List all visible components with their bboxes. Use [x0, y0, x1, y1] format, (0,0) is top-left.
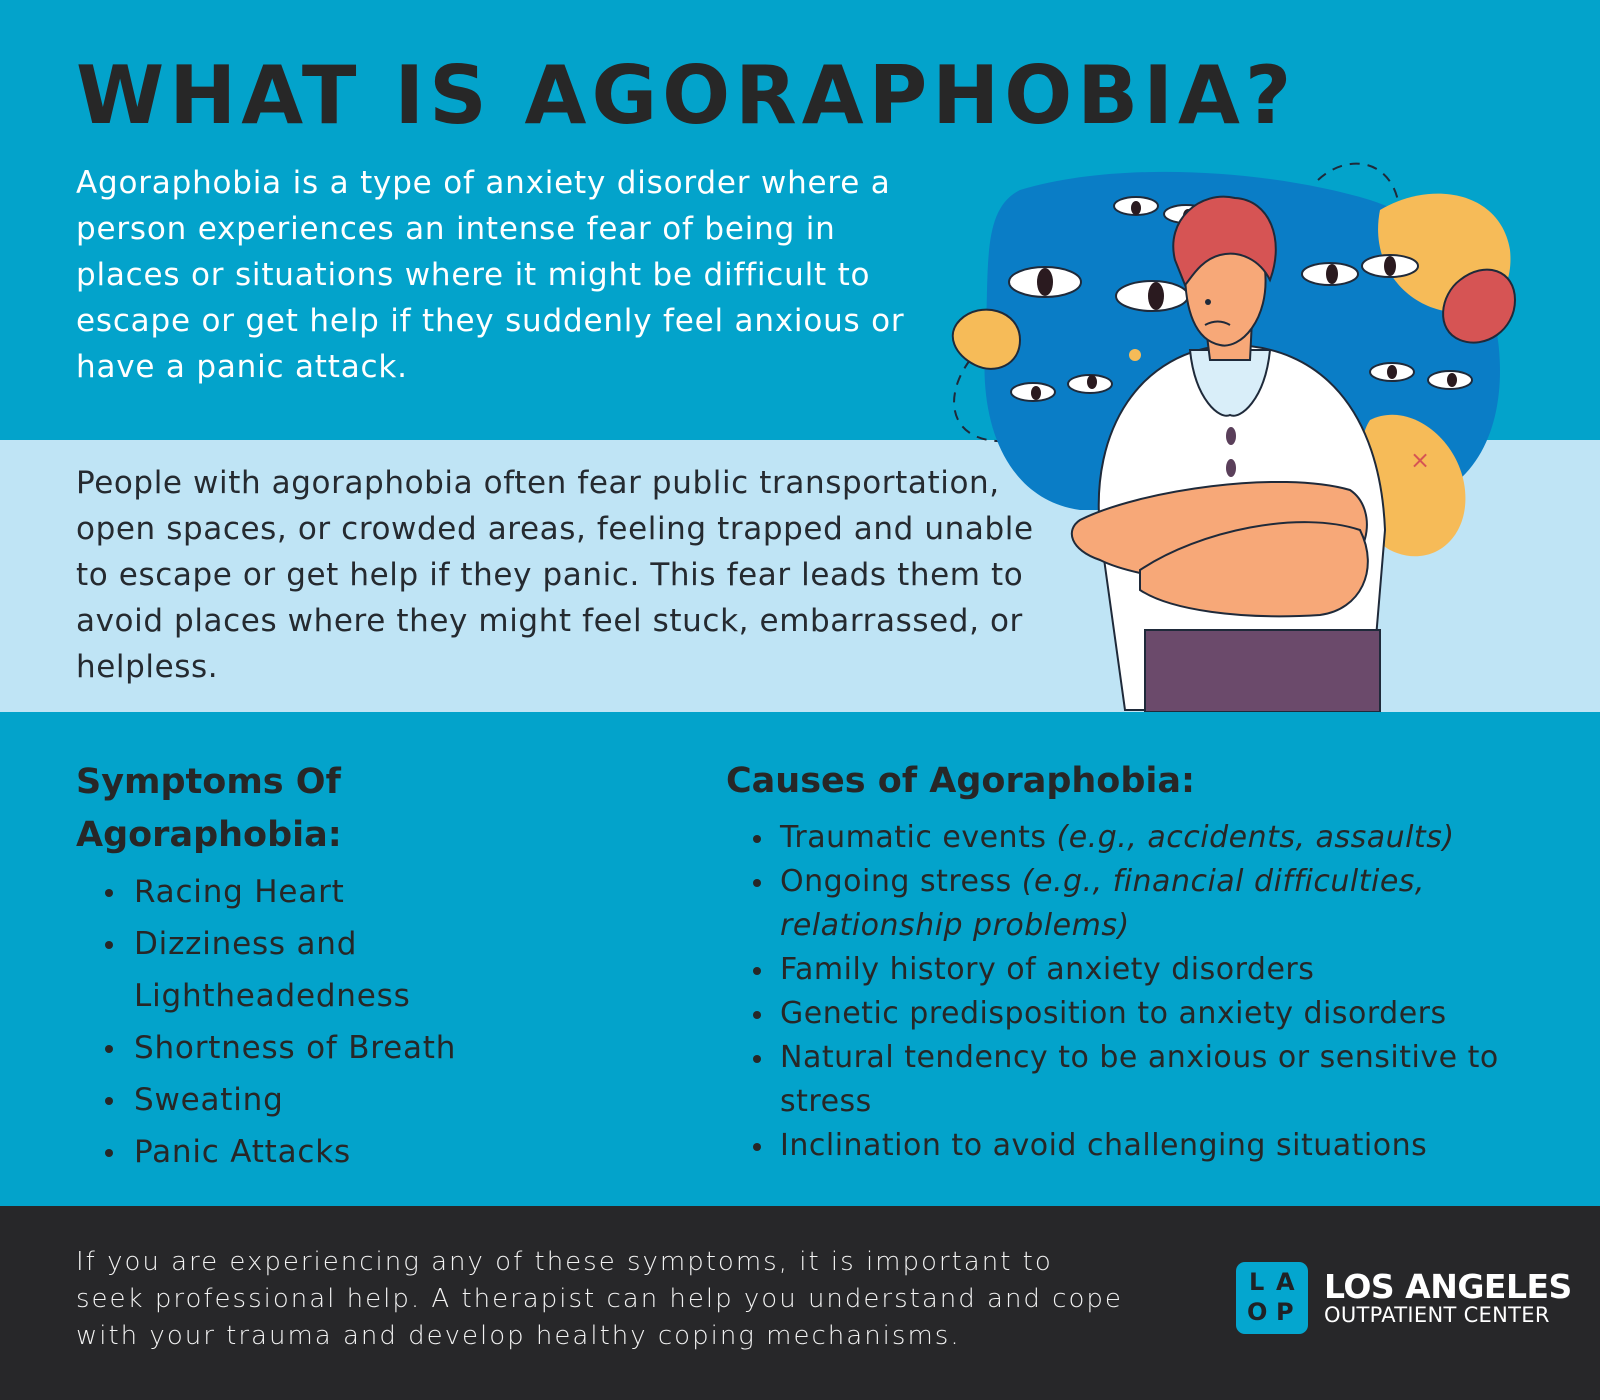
symptom-item: Panic Attacks: [100, 1126, 520, 1178]
cause-item: [750, 948, 1550, 992]
cause-note: (e.g., accidents, assaults): [1056, 820, 1455, 855]
logo-letter: L: [1249, 1268, 1265, 1296]
causes-list: [750, 816, 1550, 1168]
logo: [1236, 1262, 1572, 1334]
symptom-item: Dizziness and Lightheadedness: [100, 918, 520, 1022]
cause-label: Traumatic events: [780, 820, 1047, 855]
symptom-item: Sweating: [100, 1074, 520, 1126]
footer-text: If you are experiencing any of these symptoms, it is important to seek professional help. A therapist can help you understand and cope with your trauma and develop healthy coping mechanisms.: [76, 1247, 1123, 1351]
cause-label: Family history of anxiety disorders: [780, 952, 1315, 987]
intro-paragraph: Agoraphobia is a type of anxiety disorder where a person experiences an intense fear of being in places or situations where it might be difficult to escape or get help if they suddenly feel anxious or have a panic attack.: [76, 165, 905, 385]
logo-letter: P: [1276, 1298, 1294, 1326]
cause-label: Natural tendency to be anxious or sensitive to stress: [780, 1040, 1499, 1119]
cause-item: [750, 1036, 1550, 1124]
cause-item: [750, 1124, 1550, 1168]
cause-item: [750, 860, 1550, 948]
cause-item: [750, 992, 1550, 1036]
logo-badge-icon: [1236, 1262, 1308, 1334]
page-title: WHAT IS AGORAPHOBIA?: [76, 49, 1297, 142]
logo-letter: O: [1247, 1298, 1268, 1326]
cause-label: Inclination to avoid challenging situations: [780, 1128, 1428, 1163]
cause-label: Ongoing stress: [780, 864, 1012, 899]
symptom-item: Racing Heart: [100, 866, 520, 918]
cause-label: Genetic predisposition to anxiety disorders: [780, 996, 1447, 1031]
causes-title: Causes of Agoraphobia:: [726, 761, 1196, 801]
svg-text:×: ×: [1410, 446, 1431, 474]
logo-line1: LOS ANGELES: [1324, 1267, 1572, 1306]
logo-line2: OUTPATIENT CENTER: [1324, 1303, 1550, 1327]
symptoms-list: [100, 866, 520, 1178]
band-paragraph: People with agoraphobia often fear public transportation, open spaces, or crowded areas, feeling trapped and unable to escape or get help if they panic. This fear leads them to avoid places where they might feel stuck, embarrassed, or helpless.: [76, 465, 1034, 685]
symptom-item: Shortness of Breath: [100, 1022, 520, 1074]
cause-item: [750, 816, 1550, 860]
cause-note: (e.g., financial difficulties, relationship problems): [780, 864, 1425, 943]
worried-person-illustration-icon: [940, 150, 1560, 712]
logo-letter: A: [1276, 1268, 1295, 1296]
symptoms-title: Symptoms Of Agoraphobia:: [76, 762, 342, 855]
logo-text: [1324, 1267, 1572, 1327]
